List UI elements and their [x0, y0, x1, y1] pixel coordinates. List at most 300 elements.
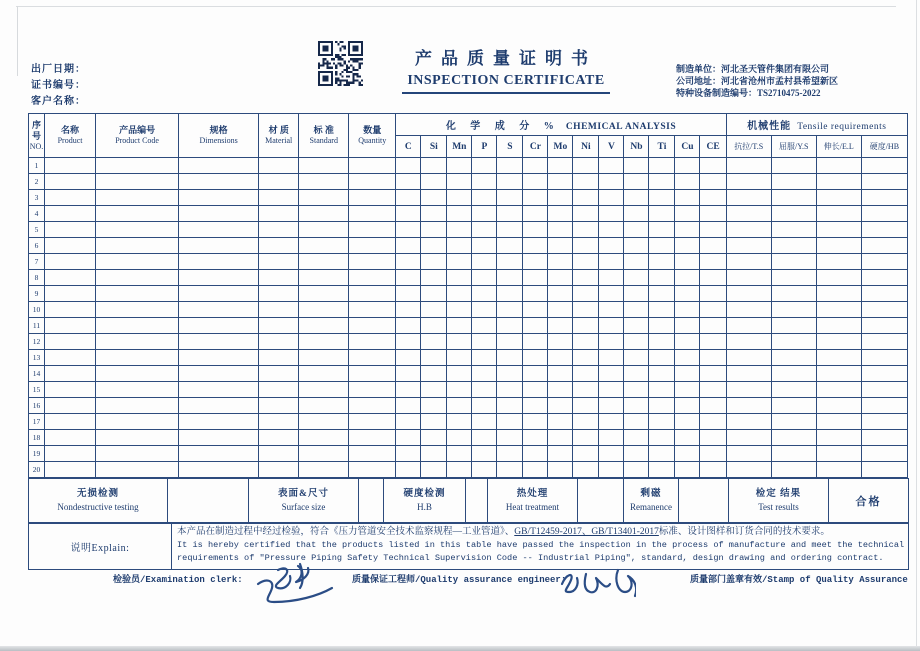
empty-data-cell	[349, 446, 396, 462]
heat-treatment-cell: 热处理 Heat treatment	[488, 479, 578, 523]
empty-data-cell	[299, 350, 349, 366]
empty-data-cell	[649, 222, 675, 238]
empty-data-cell	[396, 334, 421, 350]
empty-data-cell	[599, 174, 624, 190]
row-number-cell: 2	[29, 174, 45, 190]
empty-data-cell	[861, 350, 907, 366]
empty-data-cell	[299, 270, 349, 286]
empty-data-cell	[421, 158, 447, 174]
empty-data-cell	[421, 334, 447, 350]
empty-data-cell	[421, 366, 447, 382]
empty-data-cell	[396, 446, 421, 462]
empty-data-cell	[599, 238, 624, 254]
empty-data-cell	[45, 382, 96, 398]
empty-data-cell	[497, 462, 523, 478]
empty-data-cell	[700, 446, 726, 462]
manufacturer-line: 制造单位：河北圣天管件集团有限公司	[676, 64, 830, 74]
empty-data-cell	[497, 382, 523, 398]
empty-data-cell	[700, 158, 726, 174]
empty-data-cell	[349, 366, 396, 382]
empty-data-cell	[523, 286, 548, 302]
empty-data-cell	[624, 270, 649, 286]
chem-col-Nb: Nb	[624, 136, 649, 158]
empty-data-cell	[649, 350, 675, 366]
empty-data-cell	[771, 190, 816, 206]
stamp-label: 质量部门盖章有效/Stamp of Quality Assurance	[690, 575, 908, 585]
col-header-standard: 标 准 Standard	[299, 114, 349, 158]
empty-data-cell	[96, 174, 179, 190]
empty-data-cell	[675, 222, 700, 238]
empty-data-cell	[599, 158, 624, 174]
empty-data-cell	[700, 302, 726, 318]
empty-data-cell	[649, 190, 675, 206]
empty-data-cell	[396, 398, 421, 414]
empty-data-cell	[472, 398, 497, 414]
empty-data-cell	[396, 174, 421, 190]
empty-data-cell	[573, 222, 599, 238]
empty-data-cell	[675, 174, 700, 190]
empty-data-cell	[497, 446, 523, 462]
empty-data-cell	[396, 318, 421, 334]
empty-data-cell	[523, 238, 548, 254]
empty-data-cell	[675, 366, 700, 382]
empty-data-cell	[447, 302, 472, 318]
empty-data-cell	[45, 446, 96, 462]
empty-data-cell	[497, 158, 523, 174]
hardness-cell: 硬度检测 H.B	[384, 479, 466, 523]
empty-data-cell	[649, 446, 675, 462]
chem-col-Cu: Cu	[675, 136, 700, 158]
empty-data-cell	[349, 222, 396, 238]
empty-data-cell	[497, 190, 523, 206]
empty-data-cell	[599, 286, 624, 302]
col-header-dimensions: 规格 Dimensions	[179, 114, 259, 158]
empty-data-cell	[299, 206, 349, 222]
empty-data-cell	[599, 446, 624, 462]
empty-data-cell	[447, 334, 472, 350]
empty-data-cell	[179, 446, 259, 462]
empty-data-cell	[573, 366, 599, 382]
empty-data-cell	[96, 206, 179, 222]
empty-data-cell	[771, 366, 816, 382]
empty-data-cell	[771, 350, 816, 366]
empty-data-cell	[675, 286, 700, 302]
explain-line-en-2: requirements of "Pressure Piping Safety Technical Supervision Code -- Industrial Piping", standard, design drawing and ordering contract.	[177, 552, 884, 563]
empty-data-cell	[573, 462, 599, 478]
empty-data-cell	[421, 206, 447, 222]
empty-data-cell	[259, 270, 299, 286]
empty-data-cell	[548, 206, 573, 222]
empty-data-cell	[259, 286, 299, 302]
empty-data-cell	[45, 158, 96, 174]
table-row	[29, 382, 908, 398]
empty-data-cell	[523, 398, 548, 414]
empty-data-cell	[624, 302, 649, 318]
empty-data-cell	[396, 238, 421, 254]
empty-data-cell	[421, 190, 447, 206]
empty-data-cell	[548, 254, 573, 270]
empty-data-cell	[349, 158, 396, 174]
ndt-cell: 无损检测 Nondestructive testing	[29, 479, 168, 523]
empty-data-cell	[861, 430, 907, 446]
empty-data-cell	[299, 222, 349, 238]
empty-data-cell	[726, 206, 771, 222]
empty-data-cell	[599, 206, 624, 222]
empty-data-cell	[573, 318, 599, 334]
table-row	[29, 286, 908, 302]
empty-data-cell	[396, 286, 421, 302]
empty-data-cell	[472, 462, 497, 478]
empty-data-cell	[624, 430, 649, 446]
empty-data-cell	[816, 238, 861, 254]
empty-data-cell	[96, 398, 179, 414]
empty-data-cell	[649, 414, 675, 430]
table-row	[29, 446, 908, 462]
empty-data-cell	[649, 270, 675, 286]
empty-data-cell	[179, 398, 259, 414]
chem-col-Ti: Ti	[649, 136, 675, 158]
empty-data-cell	[599, 302, 624, 318]
empty-data-cell	[96, 270, 179, 286]
empty-data-cell	[548, 366, 573, 382]
empty-data-cell	[861, 462, 907, 478]
empty-data-cell	[726, 158, 771, 174]
empty-data-cell	[700, 414, 726, 430]
empty-data-cell	[497, 254, 523, 270]
table-row	[29, 238, 908, 254]
empty-data-cell	[726, 398, 771, 414]
examiner-signature	[248, 562, 348, 608]
empty-data-cell	[349, 190, 396, 206]
empty-data-cell	[700, 190, 726, 206]
empty-data-cell	[816, 254, 861, 270]
empty-data-cell	[259, 382, 299, 398]
empty-data-cell	[726, 446, 771, 462]
chem-col-Mo: Mo	[548, 136, 573, 158]
empty-data-cell	[573, 382, 599, 398]
empty-data-cell	[421, 222, 447, 238]
empty-data-cell	[497, 398, 523, 414]
empty-data-cell	[649, 174, 675, 190]
empty-data-cell	[624, 174, 649, 190]
empty-data-cell	[548, 462, 573, 478]
empty-data-cell	[96, 446, 179, 462]
empty-data-cell	[259, 350, 299, 366]
empty-data-cell	[421, 286, 447, 302]
empty-data-cell	[649, 158, 675, 174]
empty-data-cell	[96, 430, 179, 446]
empty-data-cell	[861, 318, 907, 334]
empty-data-cell	[624, 350, 649, 366]
empty-data-cell	[447, 286, 472, 302]
empty-data-cell	[472, 222, 497, 238]
empty-data-cell	[259, 174, 299, 190]
equipment-no-line: 特种设备制造编号：TS2710475-2022	[676, 88, 821, 98]
empty-data-cell	[771, 318, 816, 334]
empty-data-cell	[497, 318, 523, 334]
empty-data-cell	[816, 318, 861, 334]
address-line: 公司地址：河北省沧州市孟村县希望新区	[676, 76, 839, 86]
empty-data-cell	[599, 350, 624, 366]
empty-data-cell	[523, 430, 548, 446]
empty-data-cell	[299, 366, 349, 382]
empty-data-cell	[599, 190, 624, 206]
heat-treatment-value-cell	[578, 479, 624, 523]
empty-data-cell	[447, 446, 472, 462]
row-number-cell: 7	[29, 254, 45, 270]
empty-data-cell	[349, 270, 396, 286]
empty-data-cell	[179, 414, 259, 430]
empty-data-cell	[726, 270, 771, 286]
empty-data-cell	[548, 270, 573, 286]
empty-data-cell	[299, 334, 349, 350]
empty-data-cell	[523, 350, 548, 366]
empty-data-cell	[472, 446, 497, 462]
empty-data-cell	[816, 414, 861, 430]
empty-data-cell	[179, 174, 259, 190]
empty-data-cell	[675, 158, 700, 174]
empty-data-cell	[299, 190, 349, 206]
empty-data-cell	[548, 174, 573, 190]
empty-data-cell	[349, 350, 396, 366]
empty-data-cell	[573, 446, 599, 462]
empty-data-cell	[816, 446, 861, 462]
page-title-en: INSPECTION CERTIFICATE	[402, 73, 609, 94]
ship-date-label: 出厂日期：	[31, 64, 86, 75]
empty-data-cell	[599, 254, 624, 270]
chem-col-CE: CE	[700, 136, 726, 158]
empty-data-cell	[816, 302, 861, 318]
empty-data-cell	[771, 398, 816, 414]
empty-data-cell	[447, 206, 472, 222]
qr-code	[318, 41, 363, 86]
empty-data-cell	[599, 414, 624, 430]
empty-data-cell	[624, 318, 649, 334]
empty-data-cell	[497, 350, 523, 366]
row-number-cell: 3	[29, 190, 45, 206]
empty-data-cell	[421, 238, 447, 254]
empty-data-cell	[421, 254, 447, 270]
manufacturer-info	[676, 63, 838, 99]
empty-data-cell	[548, 302, 573, 318]
empty-data-cell	[726, 334, 771, 350]
empty-data-cell	[497, 334, 523, 350]
table-row	[29, 190, 908, 206]
row-number-cell: 16	[29, 398, 45, 414]
empty-data-cell	[447, 318, 472, 334]
empty-data-cell	[96, 334, 179, 350]
empty-data-cell	[45, 350, 96, 366]
empty-data-cell	[523, 254, 548, 270]
empty-data-cell	[624, 334, 649, 350]
empty-data-cell	[675, 302, 700, 318]
empty-data-cell	[573, 286, 599, 302]
table-row	[29, 350, 908, 366]
empty-data-cell	[96, 318, 179, 334]
row-number-cell: 14	[29, 366, 45, 382]
empty-data-cell	[421, 462, 447, 478]
empty-data-cell	[349, 334, 396, 350]
empty-data-cell	[523, 382, 548, 398]
empty-data-cell	[649, 366, 675, 382]
empty-data-cell	[472, 366, 497, 382]
empty-data-cell	[624, 238, 649, 254]
empty-data-cell	[599, 318, 624, 334]
empty-data-cell	[816, 222, 861, 238]
empty-data-cell	[573, 174, 599, 190]
table-row	[29, 254, 908, 270]
empty-data-cell	[447, 158, 472, 174]
empty-data-cell	[726, 222, 771, 238]
empty-data-cell	[861, 414, 907, 430]
table-body	[29, 158, 908, 478]
empty-data-cell	[816, 286, 861, 302]
empty-data-cell	[523, 334, 548, 350]
empty-data-cell	[447, 430, 472, 446]
qa-engineer-label: 质量保证工程师/Quality assurance engineer:	[352, 575, 567, 585]
empty-data-cell	[771, 206, 816, 222]
empty-data-cell	[523, 190, 548, 206]
chemical-analysis-header: 化 学 成 分 % CHEMICAL ANALYSIS	[396, 114, 726, 136]
empty-data-cell	[624, 366, 649, 382]
empty-data-cell	[771, 286, 816, 302]
empty-data-cell	[700, 206, 726, 222]
table-row	[29, 462, 908, 478]
empty-data-cell	[700, 270, 726, 286]
empty-data-cell	[861, 270, 907, 286]
empty-data-cell	[573, 158, 599, 174]
empty-data-cell	[599, 270, 624, 286]
products-table	[28, 113, 908, 478]
empty-data-cell	[259, 318, 299, 334]
row-number-cell: 8	[29, 270, 45, 286]
empty-data-cell	[861, 254, 907, 270]
result-value-cell: 合格	[829, 479, 909, 523]
empty-data-cell	[700, 382, 726, 398]
empty-data-cell	[179, 254, 259, 270]
empty-data-cell	[259, 206, 299, 222]
empty-data-cell	[447, 366, 472, 382]
empty-data-cell	[726, 174, 771, 190]
empty-data-cell	[179, 366, 259, 382]
empty-data-cell	[349, 382, 396, 398]
empty-data-cell	[421, 398, 447, 414]
empty-data-cell	[45, 206, 96, 222]
scan-edge-right	[916, 0, 917, 651]
empty-data-cell	[771, 222, 816, 238]
empty-data-cell	[624, 158, 649, 174]
empty-data-cell	[861, 206, 907, 222]
empty-data-cell	[624, 190, 649, 206]
empty-data-cell	[624, 286, 649, 302]
empty-data-cell	[299, 174, 349, 190]
empty-data-cell	[396, 222, 421, 238]
table-header	[29, 114, 908, 158]
empty-data-cell	[45, 334, 96, 350]
empty-data-cell	[259, 158, 299, 174]
empty-data-cell	[599, 462, 624, 478]
chem-col-Cr: Cr	[523, 136, 548, 158]
remanence-cell: 剩磁 Remanence	[624, 479, 679, 523]
empty-data-cell	[816, 350, 861, 366]
empty-data-cell	[497, 414, 523, 430]
empty-data-cell	[421, 446, 447, 462]
remanence-value-cell	[679, 479, 729, 523]
empty-data-cell	[726, 430, 771, 446]
empty-data-cell	[447, 174, 472, 190]
empty-data-cell	[599, 366, 624, 382]
empty-data-cell	[816, 158, 861, 174]
empty-data-cell	[472, 414, 497, 430]
explain-line-cn: 本产品在制造过程中经过检验，符合《压力管道安全技术监察规程—工业管道》、GB/T12459-2017、GB/T13401-2017标准、设计图样和订货合同的技术要求。	[177, 527, 830, 537]
empty-data-cell	[299, 238, 349, 254]
empty-data-cell	[548, 430, 573, 446]
empty-data-cell	[675, 382, 700, 398]
empty-data-cell	[497, 366, 523, 382]
empty-data-cell	[700, 254, 726, 270]
empty-data-cell	[649, 254, 675, 270]
empty-data-cell	[179, 206, 259, 222]
empty-data-cell	[472, 350, 497, 366]
empty-data-cell	[472, 174, 497, 190]
empty-data-cell	[497, 270, 523, 286]
empty-data-cell	[700, 462, 726, 478]
empty-data-cell	[45, 430, 96, 446]
empty-data-cell	[421, 382, 447, 398]
empty-data-cell	[349, 238, 396, 254]
empty-data-cell	[472, 302, 497, 318]
empty-data-cell	[726, 318, 771, 334]
empty-data-cell	[96, 350, 179, 366]
mechanical-properties-header: 机械性能 Tensile requirements	[726, 114, 907, 136]
empty-data-cell	[45, 286, 96, 302]
empty-data-cell	[861, 334, 907, 350]
empty-data-cell	[472, 286, 497, 302]
empty-data-cell	[700, 174, 726, 190]
empty-data-cell	[45, 302, 96, 318]
empty-data-cell	[700, 286, 726, 302]
empty-data-cell	[447, 398, 472, 414]
empty-data-cell	[675, 190, 700, 206]
row-number-cell: 4	[29, 206, 45, 222]
empty-data-cell	[299, 446, 349, 462]
empty-data-cell	[179, 238, 259, 254]
empty-data-cell	[675, 318, 700, 334]
empty-data-cell	[599, 334, 624, 350]
empty-data-cell	[179, 350, 259, 366]
page-title-cn: 产品质量证明书	[415, 49, 597, 68]
empty-data-cell	[523, 414, 548, 430]
empty-data-cell	[497, 174, 523, 190]
table-row	[29, 430, 908, 446]
empty-data-cell	[396, 270, 421, 286]
table-row	[29, 398, 908, 414]
table-row	[29, 302, 908, 318]
row-number-cell: 15	[29, 382, 45, 398]
empty-data-cell	[675, 270, 700, 286]
empty-data-cell	[472, 238, 497, 254]
row-number-cell: 20	[29, 462, 45, 478]
empty-data-cell	[675, 334, 700, 350]
empty-data-cell	[548, 318, 573, 334]
empty-data-cell	[548, 190, 573, 206]
empty-data-cell	[548, 158, 573, 174]
empty-data-cell	[447, 238, 472, 254]
empty-data-cell	[472, 254, 497, 270]
empty-data-cell	[396, 382, 421, 398]
ndt-value-cell	[168, 479, 249, 523]
table-row	[29, 206, 908, 222]
